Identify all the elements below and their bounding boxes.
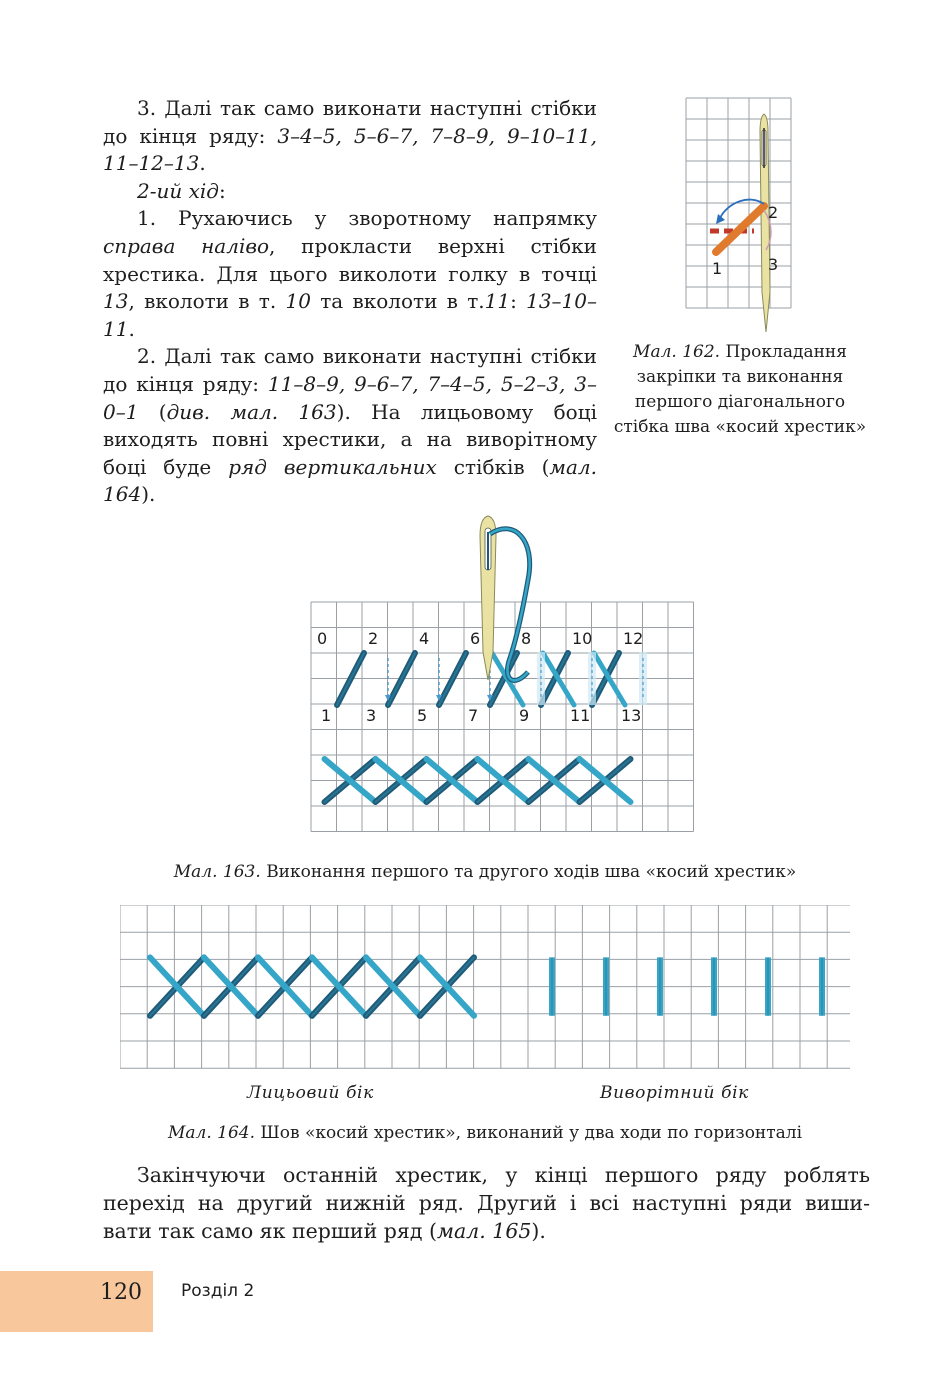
point-top-8: 8 <box>521 629 532 648</box>
pass2-heading: 2-ий хід <box>137 178 219 203</box>
step1-text-e: : <box>510 289 527 314</box>
closing-line-3 <box>103 1217 870 1245</box>
point-bottom-5: 5 <box>417 706 428 725</box>
point-top-2: 2 <box>368 629 379 648</box>
step2-text-a: Далі так само виконати наступні стібки до кінця ряду: <box>103 344 597 396</box>
closing-line-1-text: Закінчуючи останній хрестик, у кінці першого ряду роблять <box>137 1163 870 1187</box>
point-top-0: 0 <box>317 629 328 648</box>
step1-number: 1. <box>137 206 157 231</box>
closing-line-1 <box>103 1161 870 1189</box>
instructions-text: 3. Далі так само виконати наступні стібки до кінця ряду: 3–4–5, 5–6–7, 7–8–9, 9–10–11, 11–12–13. 2-ий хід: 1. Рухаючись у зворотному напрямку справа наліво, прокласти верхні стібки хрестика. Для цього виколоти голку в точці 13, вколоти в т. 10 та вколоти в т.11: 13–10–11. 2. Далі так само виконати наступні стібки до кінця ряду: 11–8–9, 9–6–7, 7–4–5, 5–2–3, 3–0–1 (див. мал. 163). На лицьовому боці виходять повні хрестики, а на виворітному боці буде ряд вертикальних стібків (мал. 164). <box>103 96 598 507</box>
closing-end: ). <box>531 1219 546 1243</box>
step3-sequence: 3–4–5, 5–6–7, 7–8–9, 9–10–11, 11–12–13 <box>103 123 597 176</box>
step1-point-13: 13 <box>103 289 129 314</box>
caption-163 <box>100 860 870 885</box>
point-top-4: 4 <box>419 629 430 648</box>
step1-text-c: , вколоти в т. <box>128 289 286 314</box>
closing-reference: мал. 165 <box>436 1219 532 1243</box>
figure-164 <box>120 905 850 1069</box>
point-2-162: 2 <box>768 203 779 222</box>
step2-text-b: . На лицьовому боці виходять повні хрестики, а на виворітному боці буде <box>103 399 597 479</box>
caption-162-label: Мал. 162. <box>633 342 721 362</box>
step1-point-11: 11 <box>484 289 511 314</box>
point-top-12: 12 <box>623 629 644 648</box>
point-bottom-1: 1 <box>321 706 332 725</box>
step3-text: Далі так само виконати наступні стібки до кінця ряду: <box>103 96 597 148</box>
step1-sequence: 13–10–11 <box>103 289 597 341</box>
step2-text-c: стібків ( <box>436 454 550 479</box>
point-3-162: 3 <box>768 255 779 274</box>
caption-164 <box>100 1121 870 1146</box>
step2-reference-2: мал. 164 <box>103 454 597 507</box>
section-label: Розділ 2 <box>181 1281 255 1301</box>
step1-text-a: Рухаючись у зворотному напрямку <box>178 206 598 231</box>
front-side-label: Лицьовий бік <box>247 1083 374 1103</box>
closing-paragraph <box>103 1161 870 1245</box>
closing-line-3-text: вати так само як перший ряд ( <box>103 1219 437 1243</box>
point-bottom-9: 9 <box>519 706 530 725</box>
point-bottom-3: 3 <box>366 706 377 725</box>
caption-163-label: Мал. 163. <box>173 862 261 882</box>
step2-end: ). <box>141 482 156 507</box>
point-top-10: 10 <box>572 629 593 648</box>
point-bottom-13: 13 <box>621 706 642 725</box>
back-side-label: Виворітний бік <box>600 1083 749 1103</box>
caption-164-text: Шов «косий хрестик», виконаний у два ходи по горизонталі <box>260 1123 803 1143</box>
step2-sequence: 11–8–9, 9–6–7, 7–4–5, 5–2–3, 3–0–1 <box>103 371 597 424</box>
figure-162 <box>680 92 800 332</box>
step3-end: . <box>199 151 206 176</box>
figure-163 <box>300 510 700 850</box>
caption-162-text: Прокладання закріпки та виконання першого діагонального стібка шва «косий хрестик» <box>613 342 867 437</box>
step1-end: . <box>128 316 135 341</box>
point-bottom-11: 11 <box>570 706 591 725</box>
point-1-162: 1 <box>712 259 723 278</box>
point-bottom-7: 7 <box>468 706 479 725</box>
page-number: 120 <box>100 1280 142 1305</box>
step1-text-d: та вколоти в т. <box>310 289 485 314</box>
caption-164-label: Мал. 164. <box>167 1123 255 1143</box>
step1-text-b: , прокласти верхні стібки хрестика. Для цього виколоти голку в точці <box>103 233 598 286</box>
step3-number: 3. <box>137 96 157 120</box>
caption-162 <box>612 340 868 440</box>
closing-line-2: перехід на другий нижній ряд. Другий і всі наступні ряди виши- <box>103 1191 870 1215</box>
step2-reference: див. мал. 163 <box>166 399 337 424</box>
step1-point-10: 10 <box>285 289 311 314</box>
point-top-6: 6 <box>470 629 481 648</box>
step2-row: ряд вертикальних <box>228 454 437 479</box>
step1-direction: справа наліво <box>103 233 270 258</box>
step2-number: 2. <box>137 344 157 369</box>
caption-163-text: Виконання першого та другого ходів шва «косий хрестик» <box>266 862 797 882</box>
